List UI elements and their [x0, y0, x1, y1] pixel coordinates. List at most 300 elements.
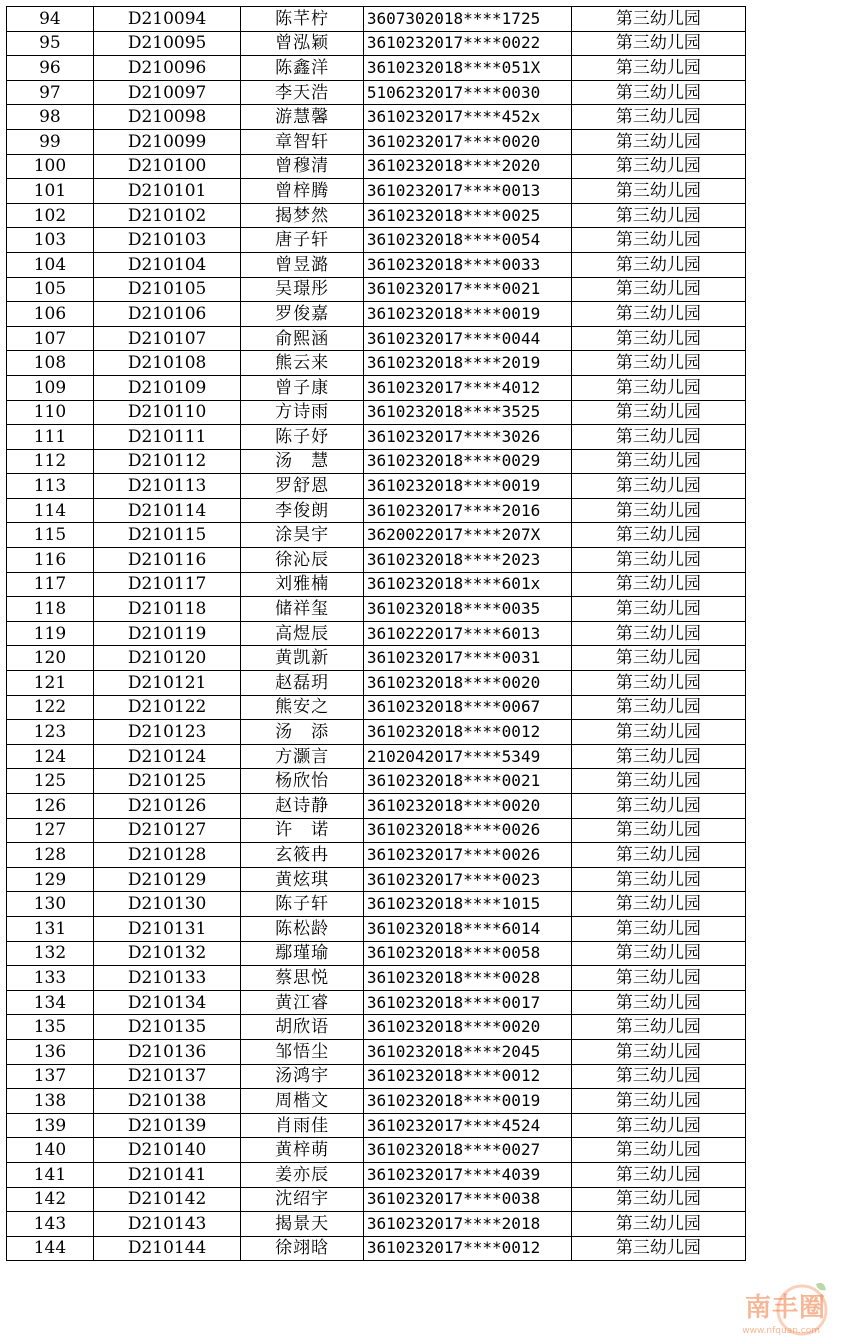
student-name-cell: 储祥玺 — [241, 597, 363, 622]
student-name-cell: 汤 添 — [241, 720, 363, 745]
row-number-cell: 123 — [7, 720, 94, 745]
kindergarten-name-cell: 第三幼儿园 — [572, 916, 746, 941]
kindergarten-name-cell: 第三幼儿园 — [572, 1138, 746, 1163]
row-number-cell: 111 — [7, 425, 94, 450]
id-number-cell: 3610232017****0012 — [363, 1236, 571, 1261]
student-code-cell: D210130 — [93, 892, 241, 917]
kindergarten-name-cell: 第三幼儿园 — [572, 1064, 746, 1089]
student-code-cell: D210109 — [93, 375, 241, 400]
student-name-cell: 曾泓颖 — [241, 31, 363, 56]
student-name-cell: 曾昱潞 — [241, 252, 363, 277]
row-number-cell: 100 — [7, 154, 94, 179]
table-row — [7, 203, 841, 228]
id-number-cell: 3610232017****0026 — [363, 843, 571, 868]
student-name-cell: 黄江睿 — [241, 990, 363, 1015]
table-row — [7, 179, 841, 204]
blank-cell — [745, 671, 840, 696]
kindergarten-name-cell: 第三幼儿园 — [572, 572, 746, 597]
blank-cell — [745, 966, 840, 991]
blank-cell — [745, 474, 840, 499]
student-name-cell: 熊云来 — [241, 351, 363, 376]
row-number-cell: 143 — [7, 1212, 94, 1237]
table-row — [7, 843, 841, 868]
student-code-cell: D210137 — [93, 1064, 241, 1089]
student-name-cell: 汤鸿宇 — [241, 1064, 363, 1089]
id-number-cell: 3610232018****0019 — [363, 474, 571, 499]
row-number-cell: 97 — [7, 80, 94, 105]
table-row — [7, 375, 841, 400]
table-row — [7, 1162, 841, 1187]
id-number-cell: 3610232018****1015 — [363, 892, 571, 917]
id-number-cell: 5106232017****0030 — [363, 80, 571, 105]
table-row — [7, 351, 841, 376]
blank-cell — [745, 1162, 840, 1187]
kindergarten-name-cell: 第三幼儿园 — [572, 154, 746, 179]
kindergarten-name-cell: 第三幼儿园 — [572, 1236, 746, 1261]
row-number-cell: 134 — [7, 990, 94, 1015]
kindergarten-name-cell: 第三幼儿园 — [572, 867, 746, 892]
kindergarten-name-cell: 第三幼儿园 — [572, 105, 746, 130]
blank-cell — [745, 56, 840, 81]
row-number-cell: 133 — [7, 966, 94, 991]
blank-cell — [745, 941, 840, 966]
id-number-cell: 3610232017****2016 — [363, 498, 571, 523]
row-number-cell: 137 — [7, 1064, 94, 1089]
table-row — [7, 769, 841, 794]
kindergarten-name-cell: 第三幼儿园 — [572, 375, 746, 400]
student-name-cell: 许 诺 — [241, 818, 363, 843]
student-code-cell: D210114 — [93, 498, 241, 523]
blank-cell — [745, 523, 840, 548]
kindergarten-name-cell: 第三幼儿园 — [572, 671, 746, 696]
student-code-cell: D210105 — [93, 277, 241, 302]
id-number-cell: 3610222017****6013 — [363, 621, 571, 646]
kindergarten-name-cell: 第三幼儿园 — [572, 794, 746, 819]
blank-cell — [745, 1113, 840, 1138]
table-row — [7, 31, 841, 56]
roster-body — [7, 7, 841, 1261]
student-code-cell: D210097 — [93, 80, 241, 105]
student-code-cell: D210102 — [93, 203, 241, 228]
blank-cell — [745, 892, 840, 917]
student-name-cell: 陈芊柠 — [241, 7, 363, 32]
student-code-cell: D210119 — [93, 621, 241, 646]
student-name-cell: 肖雨佳 — [241, 1113, 363, 1138]
student-code-cell: D210126 — [93, 794, 241, 819]
table-row — [7, 1089, 841, 1114]
id-number-cell: 3610232017****0021 — [363, 277, 571, 302]
row-number-cell: 101 — [7, 179, 94, 204]
blank-cell — [745, 351, 840, 376]
student-name-cell: 高煜辰 — [241, 621, 363, 646]
blank-cell — [745, 818, 840, 843]
row-number-cell: 102 — [7, 203, 94, 228]
watermark — [716, 1276, 836, 1338]
row-number-cell: 116 — [7, 548, 94, 573]
row-number-cell: 135 — [7, 1015, 94, 1040]
student-code-cell: D210111 — [93, 425, 241, 450]
student-name-cell: 沈绍宇 — [241, 1187, 363, 1212]
student-code-cell: D210123 — [93, 720, 241, 745]
id-number-cell: 3610232018****0027 — [363, 1138, 571, 1163]
kindergarten-name-cell: 第三幼儿园 — [572, 31, 746, 56]
id-number-cell: 3610232017****4524 — [363, 1113, 571, 1138]
student-name-cell: 章智轩 — [241, 129, 363, 154]
student-code-cell: D210118 — [93, 597, 241, 622]
table-row — [7, 1187, 841, 1212]
row-number-cell: 124 — [7, 744, 94, 769]
blank-cell — [745, 1138, 840, 1163]
blank-cell — [745, 1039, 840, 1064]
table-row — [7, 720, 841, 745]
table-row — [7, 892, 841, 917]
kindergarten-name-cell: 第三幼儿园 — [572, 646, 746, 671]
id-number-cell: 3610232018****2023 — [363, 548, 571, 573]
row-number-cell: 119 — [7, 621, 94, 646]
id-number-cell: 3610232018****0029 — [363, 449, 571, 474]
row-number-cell: 118 — [7, 597, 94, 622]
student-code-cell: D210129 — [93, 867, 241, 892]
student-name-cell: 俞熙涵 — [241, 326, 363, 351]
student-code-cell: D210127 — [93, 818, 241, 843]
row-number-cell: 141 — [7, 1162, 94, 1187]
id-number-cell: 3610232018****6014 — [363, 916, 571, 941]
student-name-cell: 方灏言 — [241, 744, 363, 769]
student-code-cell: D210135 — [93, 1015, 241, 1040]
student-name-cell: 徐翊晗 — [241, 1236, 363, 1261]
id-number-cell: 3610232017****0044 — [363, 326, 571, 351]
student-code-cell: D210143 — [93, 1212, 241, 1237]
student-code-cell: D210101 — [93, 179, 241, 204]
watermark-subtext: www.nfquan.com — [742, 1326, 820, 1336]
student-code-cell: D210131 — [93, 916, 241, 941]
id-number-cell: 3610232018****0020 — [363, 671, 571, 696]
table-row — [7, 252, 841, 277]
kindergarten-name-cell: 第三幼儿园 — [572, 326, 746, 351]
blank-cell — [745, 400, 840, 425]
row-number-cell: 105 — [7, 277, 94, 302]
id-number-cell: 3610232018****0028 — [363, 966, 571, 991]
id-number-cell: 3610232017****0038 — [363, 1187, 571, 1212]
row-number-cell: 114 — [7, 498, 94, 523]
id-number-cell: 3607302018****1725 — [363, 7, 571, 32]
kindergarten-name-cell: 第三幼儿园 — [572, 941, 746, 966]
student-code-cell: D210136 — [93, 1039, 241, 1064]
kindergarten-name-cell: 第三幼儿园 — [572, 966, 746, 991]
student-name-cell: 汤 慧 — [241, 449, 363, 474]
table-row — [7, 990, 841, 1015]
kindergarten-name-cell: 第三幼儿园 — [572, 7, 746, 32]
blank-cell — [745, 1236, 840, 1261]
id-number-cell: 2102042017****5349 — [363, 744, 571, 769]
id-number-cell: 3610232017****3026 — [363, 425, 571, 450]
student-code-cell: D210094 — [93, 7, 241, 32]
kindergarten-name-cell: 第三幼儿园 — [572, 1187, 746, 1212]
kindergarten-name-cell: 第三幼儿园 — [572, 818, 746, 843]
student-name-cell: 陈子妤 — [241, 425, 363, 450]
table-row — [7, 523, 841, 548]
student-code-cell: D210144 — [93, 1236, 241, 1261]
watermark-text: 南丰圈 — [744, 1293, 826, 1323]
blank-cell — [745, 744, 840, 769]
student-code-cell: D210117 — [93, 572, 241, 597]
student-name-cell: 玄筱冉 — [241, 843, 363, 868]
student-code-cell: D210120 — [93, 646, 241, 671]
table-row — [7, 1113, 841, 1138]
id-number-cell: 3610232018****2019 — [363, 351, 571, 376]
student-code-cell: D210125 — [93, 769, 241, 794]
blank-cell — [745, 720, 840, 745]
row-number-cell: 132 — [7, 941, 94, 966]
kindergarten-name-cell: 第三幼儿园 — [572, 1015, 746, 1040]
student-name-cell: 曾梓腾 — [241, 179, 363, 204]
student-code-cell: D210098 — [93, 105, 241, 130]
kindergarten-name-cell: 第三幼儿园 — [572, 302, 746, 327]
id-number-cell: 3610232017****0022 — [363, 31, 571, 56]
student-name-cell: 熊安之 — [241, 695, 363, 720]
id-number-cell: 3610232018****0017 — [363, 990, 571, 1015]
row-number-cell: 112 — [7, 449, 94, 474]
student-name-cell: 曾穆清 — [241, 154, 363, 179]
student-code-cell: D210103 — [93, 228, 241, 253]
table-row — [7, 621, 841, 646]
table-row — [7, 597, 841, 622]
row-number-cell: 131 — [7, 916, 94, 941]
kindergarten-name-cell: 第三幼儿园 — [572, 129, 746, 154]
id-number-cell: 3610232018****0012 — [363, 1064, 571, 1089]
student-name-cell: 陈子轩 — [241, 892, 363, 917]
blank-cell — [745, 228, 840, 253]
id-number-cell: 3610232018****0025 — [363, 203, 571, 228]
kindergarten-name-cell: 第三幼儿园 — [572, 425, 746, 450]
kindergarten-name-cell: 第三幼儿园 — [572, 203, 746, 228]
kindergarten-name-cell: 第三幼儿园 — [572, 744, 746, 769]
student-name-cell: 赵磊玥 — [241, 671, 363, 696]
id-number-cell: 3610232017****0031 — [363, 646, 571, 671]
blank-cell — [745, 1015, 840, 1040]
blank-cell — [745, 375, 840, 400]
student-code-cell: D210104 — [93, 252, 241, 277]
student-name-cell: 徐沁辰 — [241, 548, 363, 573]
blank-cell — [745, 548, 840, 573]
row-number-cell: 126 — [7, 794, 94, 819]
id-number-cell: 3610232017****0013 — [363, 179, 571, 204]
id-number-cell: 3610232018****3525 — [363, 400, 571, 425]
table-row — [7, 941, 841, 966]
kindergarten-name-cell: 第三幼儿园 — [572, 252, 746, 277]
table-row — [7, 572, 841, 597]
blank-cell — [745, 794, 840, 819]
kindergarten-name-cell: 第三幼儿园 — [572, 720, 746, 745]
student-code-cell: D210113 — [93, 474, 241, 499]
row-number-cell: 98 — [7, 105, 94, 130]
blank-cell — [745, 449, 840, 474]
student-name-cell: 周楷文 — [241, 1089, 363, 1114]
table-row — [7, 7, 841, 32]
student-code-cell: D210107 — [93, 326, 241, 351]
table-row — [7, 818, 841, 843]
kindergarten-name-cell: 第三幼儿园 — [572, 449, 746, 474]
kindergarten-name-cell: 第三幼儿园 — [572, 474, 746, 499]
kindergarten-name-cell: 第三幼儿园 — [572, 179, 746, 204]
student-name-cell: 揭梦然 — [241, 203, 363, 228]
student-code-cell: D210115 — [93, 523, 241, 548]
id-number-cell: 3610232018****0019 — [363, 1089, 571, 1114]
blank-cell — [745, 277, 840, 302]
table-row — [7, 154, 841, 179]
id-number-cell: 3610232018****0020 — [363, 794, 571, 819]
table-row — [7, 966, 841, 991]
blank-cell — [745, 695, 840, 720]
row-number-cell: 128 — [7, 843, 94, 868]
id-number-cell: 3610232018****0035 — [363, 597, 571, 622]
row-number-cell: 108 — [7, 351, 94, 376]
blank-cell — [745, 843, 840, 868]
table-row — [7, 105, 841, 130]
blank-cell — [745, 203, 840, 228]
kindergarten-name-cell: 第三幼儿园 — [572, 597, 746, 622]
kindergarten-name-cell: 第三幼儿园 — [572, 695, 746, 720]
student-name-cell: 姜亦辰 — [241, 1162, 363, 1187]
id-number-cell: 3620022017****207X — [363, 523, 571, 548]
student-name-cell: 曾子康 — [241, 375, 363, 400]
id-number-cell: 3610232018****0058 — [363, 941, 571, 966]
row-number-cell: 110 — [7, 400, 94, 425]
row-number-cell: 144 — [7, 1236, 94, 1261]
blank-cell — [745, 179, 840, 204]
student-code-cell: D210134 — [93, 990, 241, 1015]
table-row — [7, 1212, 841, 1237]
table-row — [7, 671, 841, 696]
table-row — [7, 449, 841, 474]
student-name-cell: 罗俊嘉 — [241, 302, 363, 327]
id-number-cell: 3610232018****0067 — [363, 695, 571, 720]
row-number-cell: 138 — [7, 1089, 94, 1114]
student-name-cell: 黄凯新 — [241, 646, 363, 671]
student-code-cell: D210100 — [93, 154, 241, 179]
table-row — [7, 744, 841, 769]
row-number-cell: 96 — [7, 56, 94, 81]
kindergarten-name-cell: 第三幼儿园 — [572, 523, 746, 548]
id-number-cell: 3610232018****0033 — [363, 252, 571, 277]
row-number-cell: 127 — [7, 818, 94, 843]
kindergarten-name-cell: 第三幼儿园 — [572, 990, 746, 1015]
table-row — [7, 277, 841, 302]
id-number-cell: 3610232017****2018 — [363, 1212, 571, 1237]
student-name-cell: 唐子轩 — [241, 228, 363, 253]
kindergarten-name-cell: 第三幼儿园 — [572, 1212, 746, 1237]
id-number-cell: 3610232018****0054 — [363, 228, 571, 253]
student-name-cell: 方诗雨 — [241, 400, 363, 425]
student-code-cell: D210099 — [93, 129, 241, 154]
kindergarten-name-cell: 第三幼儿园 — [572, 843, 746, 868]
table-row — [7, 916, 841, 941]
table-row — [7, 1039, 841, 1064]
table-row — [7, 1236, 841, 1261]
student-code-cell: D210133 — [93, 966, 241, 991]
student-code-cell: D210096 — [93, 56, 241, 81]
row-number-cell: 136 — [7, 1039, 94, 1064]
row-number-cell: 95 — [7, 31, 94, 56]
blank-cell — [745, 105, 840, 130]
id-number-cell: 3610232018****0026 — [363, 818, 571, 843]
row-number-cell: 107 — [7, 326, 94, 351]
row-number-cell: 117 — [7, 572, 94, 597]
student-name-cell: 罗舒恩 — [241, 474, 363, 499]
table-row — [7, 1138, 841, 1163]
kindergarten-name-cell: 第三幼儿园 — [572, 892, 746, 917]
student-name-cell: 李俊朗 — [241, 498, 363, 523]
table-row — [7, 80, 841, 105]
id-number-cell: 3610232018****2045 — [363, 1039, 571, 1064]
student-name-cell: 邹悟尘 — [241, 1039, 363, 1064]
student-name-cell: 杨欣怡 — [241, 769, 363, 794]
blank-cell — [745, 597, 840, 622]
student-code-cell: D210112 — [93, 449, 241, 474]
student-name-cell: 李天浩 — [241, 80, 363, 105]
student-name-cell: 游慧馨 — [241, 105, 363, 130]
student-name-cell: 陈鑫洋 — [241, 56, 363, 81]
student-code-cell: D210116 — [93, 548, 241, 573]
blank-cell — [745, 302, 840, 327]
row-number-cell: 140 — [7, 1138, 94, 1163]
id-number-cell: 3610232018****0020 — [363, 1015, 571, 1040]
blank-cell — [745, 646, 840, 671]
kindergarten-name-cell: 第三幼儿园 — [572, 228, 746, 253]
blank-cell — [745, 572, 840, 597]
blank-cell — [745, 326, 840, 351]
blank-cell — [745, 80, 840, 105]
id-number-cell: 3610232018****0021 — [363, 769, 571, 794]
student-code-cell: D210108 — [93, 351, 241, 376]
student-name-cell: 黄炫琪 — [241, 867, 363, 892]
table-row — [7, 1064, 841, 1089]
student-code-cell: D210138 — [93, 1089, 241, 1114]
blank-cell — [745, 1187, 840, 1212]
row-number-cell: 121 — [7, 671, 94, 696]
row-number-cell: 106 — [7, 302, 94, 327]
student-name-cell: 刘雅楠 — [241, 572, 363, 597]
student-name-cell: 吴璟彤 — [241, 277, 363, 302]
student-code-cell: D210128 — [93, 843, 241, 868]
kindergarten-name-cell: 第三幼儿园 — [572, 498, 746, 523]
blank-cell — [745, 916, 840, 941]
row-number-cell: 94 — [7, 7, 94, 32]
row-number-cell: 122 — [7, 695, 94, 720]
id-number-cell: 3610232017****4012 — [363, 375, 571, 400]
student-name-cell: 赵诗静 — [241, 794, 363, 819]
table-row — [7, 302, 841, 327]
kindergarten-name-cell: 第三幼儿园 — [572, 80, 746, 105]
row-number-cell: 139 — [7, 1113, 94, 1138]
student-code-cell: D210121 — [93, 671, 241, 696]
table-row — [7, 56, 841, 81]
table-row — [7, 646, 841, 671]
student-code-cell: D210106 — [93, 302, 241, 327]
table-row — [7, 695, 841, 720]
id-number-cell: 3610232017****0020 — [363, 129, 571, 154]
row-number-cell: 142 — [7, 1187, 94, 1212]
id-number-cell: 3610232018****051X — [363, 56, 571, 81]
blank-cell — [745, 1064, 840, 1089]
table-row — [7, 794, 841, 819]
table-row — [7, 498, 841, 523]
id-number-cell: 3610232018****2020 — [363, 154, 571, 179]
kindergarten-name-cell: 第三幼儿园 — [572, 1113, 746, 1138]
id-number-cell: 3610232017****452x — [363, 105, 571, 130]
student-name-cell: 陈松龄 — [241, 916, 363, 941]
student-code-cell: D210124 — [93, 744, 241, 769]
